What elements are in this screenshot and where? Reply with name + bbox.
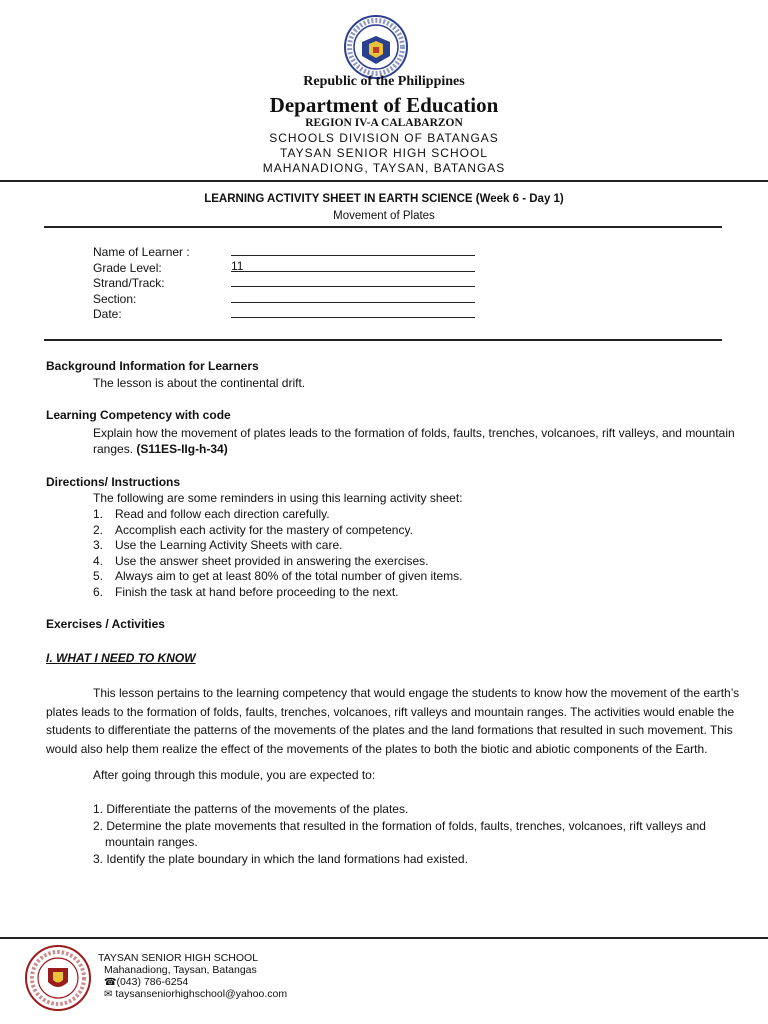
school-text: TAYSAN SENIOR HIGH SCHOOL bbox=[280, 146, 488, 160]
competency-heading: Learning Competency with code bbox=[46, 408, 231, 422]
deped-seal-icon bbox=[338, 14, 414, 80]
directions-heading: Directions/ Instructions bbox=[46, 475, 181, 489]
form-row-grade bbox=[93, 259, 493, 275]
footer-phone-row bbox=[104, 976, 188, 988]
intro-paragraph bbox=[46, 684, 740, 758]
republic-text: Republic of the Philippines bbox=[303, 74, 465, 89]
footer-address: Mahanadiong, Taysan, Batangas bbox=[104, 964, 257, 976]
footer-email-row bbox=[104, 988, 287, 1000]
directions-list bbox=[93, 507, 463, 600]
form-row-name bbox=[93, 243, 493, 259]
division-text: SCHOOLS DIVISION OF BATANGAS bbox=[269, 131, 499, 145]
competency-text-cont bbox=[93, 442, 228, 456]
section-field[interactable] bbox=[231, 290, 475, 303]
form-label: Date: bbox=[93, 307, 122, 321]
form-row-section bbox=[93, 290, 493, 306]
address-text: MAHANADIONG, TAYSAN, BATANGAS bbox=[262, 161, 506, 175]
footer-school: TAYSAN SENIOR HIGH SCHOOL bbox=[98, 952, 259, 964]
name-field[interactable] bbox=[231, 243, 475, 256]
region-text: REGION IV-A CALABARZON bbox=[305, 117, 463, 129]
sheet-subtitle: Movement of Plates bbox=[333, 210, 435, 222]
form-row-date bbox=[93, 305, 493, 321]
paragraph-line: plates leads to the formation of folds, faults, trenches, volcanoes, rift valleys and mountain ranges. The activities would enable the bbox=[46, 704, 735, 719]
list-item: 2. Determine the plate movements that resulted in the formation of folds, faults, trenches, volcanoes, rift valleys and bbox=[93, 818, 706, 833]
header-rule bbox=[0, 180, 768, 182]
competency-ranges: ranges. bbox=[93, 442, 134, 456]
title-rule bbox=[44, 226, 722, 228]
list-item: mountain ranges. bbox=[105, 835, 198, 849]
background-heading: Background Information for Learners bbox=[46, 359, 259, 373]
form-label: Section: bbox=[93, 291, 137, 306]
date-field[interactable] bbox=[231, 305, 475, 318]
strand-field[interactable] bbox=[231, 274, 475, 287]
background-text: The lesson is about the continental drift. bbox=[93, 376, 306, 390]
competency-code: (S11ES-IIg-h-34) bbox=[136, 442, 228, 456]
expected-text: After going through this module, you are expected to: bbox=[93, 768, 376, 782]
mail-icon: ✉ bbox=[104, 989, 113, 1000]
list-item: 1. Differentiate the patterns of the movements of the plates. bbox=[93, 802, 409, 816]
exercises-heading: Exercises / Activities bbox=[46, 617, 165, 631]
list-item: 3. Use the Learning Activity Sheets with care. bbox=[93, 538, 343, 552]
department-title: Department of Education bbox=[269, 93, 499, 117]
school-logo-icon bbox=[24, 944, 92, 1012]
paragraph-line: would also help them realize the effect of the movements of the plates to both the biotic and abiotic components of the Earth. bbox=[46, 741, 708, 756]
grade-field[interactable]: 11 bbox=[231, 259, 475, 272]
phone-icon: ☎ bbox=[104, 977, 117, 988]
objectives-list bbox=[93, 801, 706, 867]
form-label: Strand/Track: bbox=[93, 276, 165, 290]
footer-rule bbox=[0, 937, 768, 939]
learner-form bbox=[93, 243, 493, 321]
directions-intro: The following are some reminders in using this learning activity sheet: bbox=[93, 491, 463, 505]
sheet-title: LEARNING ACTIVITY SHEET IN EARTH SCIENCE (Week 6 - Day 1) bbox=[204, 193, 564, 205]
list-item: 2. Accomplish each activity for the mastery of competency. bbox=[93, 522, 413, 537]
list-item: 6. Finish the task at hand before proceeding to the next. bbox=[93, 584, 399, 599]
list-item: 3. Identify the plate boundary in which the land formations had existed. bbox=[93, 851, 468, 866]
paragraph-line: This lesson pertains to the learning competency that would engage the students to know how the movement of the earth’s bbox=[93, 686, 740, 700]
form-label: Name of Learner : bbox=[93, 245, 190, 259]
part1-heading: I. WHAT I NEED TO KNOW bbox=[46, 651, 196, 665]
footer-email[interactable]: taysanseniorhighschool@yahoo.com bbox=[115, 988, 288, 1000]
list-item: 5. Always aim to get at least 80% of the total number of given items. bbox=[93, 569, 463, 583]
form-rule bbox=[44, 339, 722, 341]
competency-text: Explain how the movement of plates leads to the formation of folds, faults, trenches, volcanoes, rift valleys, and mountain bbox=[93, 426, 735, 440]
footer-phone: (043) 786-6254 bbox=[116, 976, 189, 988]
paragraph-line: students to differentiate the patterns of the movements of the plates and the land formations that resulted in such movement. This bbox=[46, 723, 733, 737]
form-row-strand bbox=[93, 274, 493, 290]
list-item: 4. Use the answer sheet provided in answering the exercises. bbox=[93, 553, 429, 568]
form-label: Grade Level: bbox=[93, 260, 162, 275]
list-item: 1. Read and follow each direction carefully. bbox=[93, 507, 330, 521]
